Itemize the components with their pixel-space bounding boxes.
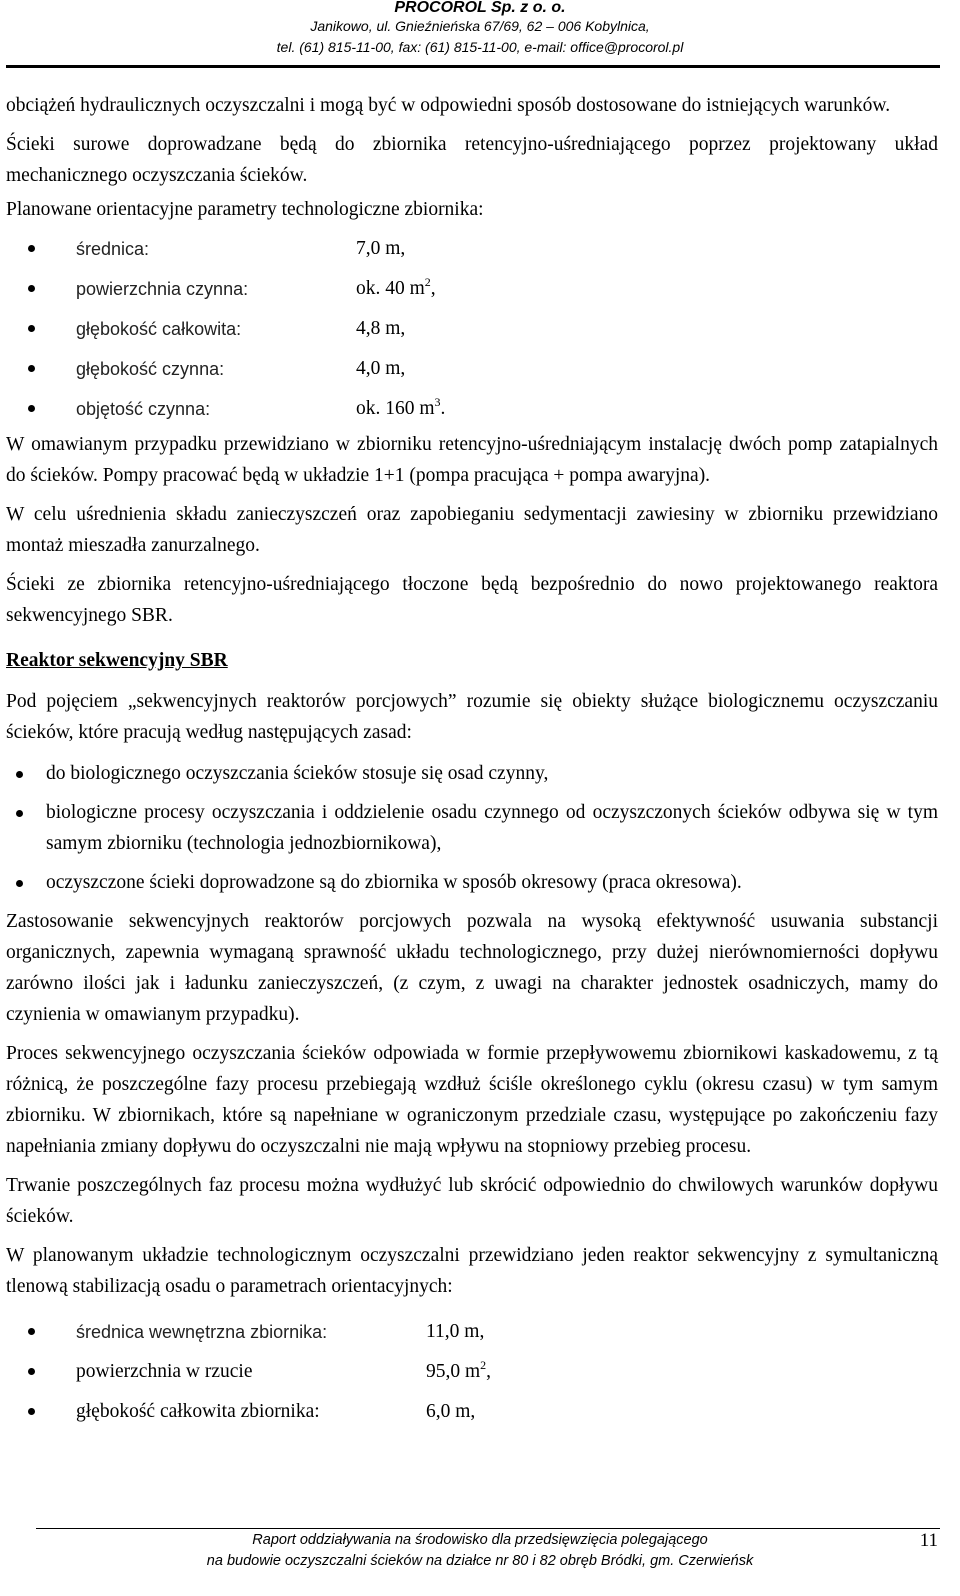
paragraph-1: obciążeń hydraulicznych oczyszczalni i mogą być w odpowiedni sposób dostosowane do istniejących warunków. <box>6 95 891 116</box>
list-item-text: biologiczne procesy oczyszczania i oddzielenie osadu czynnego od oczyszczonych ścieków odbywa się w tym samym zbiorniku (technologia jednozbiornikowa), <box>46 802 938 854</box>
param-value <box>356 309 405 349</box>
param-value-text: 4,0 m, <box>356 358 406 379</box>
list-item-text: oczyszczone ścieki doprowadzone są do zbiornika w sposób okresowy (praca okresowa). <box>46 872 742 893</box>
section-heading: Reaktor sekwencyjny SBR <box>6 650 228 671</box>
paragraph-8: Zastosowanie sekwencyjnych reaktorów porcjowych pozwala na wysoką efektywność usuwania substancji organicznych, zapewnia wymaganą sprawność układu technologicznego, przy dużej nierównomierności dopływu zarówno ilości jak i ładunku zanieczyszczeń, (z czym, z uwagi na charakter jednostek osadniczych, mamy do czynienia w omawianym przypadku). <box>6 911 938 1025</box>
bullet-icon <box>16 880 23 887</box>
bullet-icon <box>28 365 35 372</box>
param-label: średnica wewnętrzna zbiornika: <box>76 1322 328 1342</box>
param-value-text: 95,0 m <box>426 1361 481 1382</box>
param-value-sup: 3 <box>434 395 441 409</box>
param-value-sup: 2 <box>424 275 431 289</box>
paragraph-7: Pod pojęciem „sekwencyjnych reaktorów porcjowych” rozumie się obiekty służące biologicznemu oczyszczaniu ścieków, które pracują według następujących zasad: <box>6 691 938 743</box>
paragraph-4: W omawianym przypadku przewidziano w zbiorniku retencyjno-uśredniającym instalację dwóch pomp zatapialnych do ścieków. Pompy pracować będą w układzie 1+1 (pompa pracująca + pompa awaryjna). <box>6 434 938 486</box>
param-value-sup: 2 <box>480 1358 487 1372</box>
list-item-text: do biologicznego oczyszczania ścieków stosuje się osad czynny, <box>46 763 549 784</box>
bullet-icon <box>28 285 35 292</box>
param-value <box>356 269 436 309</box>
param-value-tail: , <box>486 1361 492 1382</box>
footer-divider <box>36 1528 940 1529</box>
list-item <box>6 269 938 309</box>
paragraph-9: Proces sekwencyjnego oczyszczania ścieków odpowiada w formie przepływowemu zbiornikowi kaskadowemu, z tą różnicą, że poszczególne fazy procesu przebiegają wzdłuż ściśle określonego cyklu (okresu czasu) w tym samym zbiorniku. W zbiornikach, które są napełniane w ograniczonym przedziale czasu, występujące po zakończeniu fazy napełniania zmiany dopływu do oczyszczalni nie mają wpływu na stopniowy przebieg procesu. <box>6 1043 938 1157</box>
param-value-text: ok. 40 m <box>356 278 425 299</box>
param-label: głębokość czynna: <box>76 359 225 379</box>
param-value-text: 7,0 m, <box>356 238 406 259</box>
param-value-tail: , <box>430 278 436 299</box>
list-item <box>6 389 938 429</box>
param-value <box>426 1352 491 1392</box>
param-value <box>356 389 445 429</box>
tank-params-list <box>6 229 938 429</box>
list-item <box>6 1392 938 1432</box>
param-value-text: 6,0 m, <box>426 1401 476 1422</box>
param-value-text: 4,8 m, <box>356 318 406 339</box>
bullet-icon <box>28 1408 35 1415</box>
paragraph-11: W planowanym układzie technologicznym oczyszczalni przewidziano jeden reaktor sekwencyjny z symultaniczną tlenową stabilizacją osadu o parametrach orientacyjnych: <box>6 1245 938 1297</box>
list-item <box>6 309 938 349</box>
bullet-icon <box>28 325 35 332</box>
param-value <box>356 349 405 389</box>
param-value <box>426 1392 475 1432</box>
param-value-tail: . <box>440 398 446 419</box>
param-value <box>356 229 405 269</box>
param-label: powierzchnia w rzucie <box>76 1361 253 1382</box>
reactor-params-list <box>6 1312 938 1432</box>
sbr-rules-list <box>6 758 938 898</box>
bullet-icon <box>16 771 23 778</box>
page-footer <box>0 1530 960 1572</box>
list-item <box>6 1312 938 1352</box>
list-item <box>6 867 938 898</box>
bullet-icon <box>28 245 35 252</box>
paragraph-3: Planowane orientacyjne parametry technologiczne zbiornika: <box>6 199 484 220</box>
param-label: głębokość całkowita zbiornika: <box>76 1401 320 1422</box>
bullet-icon <box>28 1368 35 1375</box>
bullet-icon <box>16 810 23 817</box>
param-value <box>426 1312 484 1352</box>
list-item <box>6 229 938 269</box>
page-number: 11 <box>919 1530 938 1551</box>
param-value-text: 11,0 m, <box>426 1321 485 1342</box>
paragraph-10: Trwanie poszczególnych faz procesu można wydłużyć lub skrócić odpowiednio do chwilowych warunków dopływu ścieków. <box>6 1175 938 1227</box>
param-label: powierzchnia czynna: <box>76 279 249 299</box>
footer-line-1: Raport oddziaływania na środowisko dla przedsięwzięcia polegającego <box>252 1532 708 1548</box>
list-item <box>6 797 938 859</box>
list-item <box>6 758 938 789</box>
list-item <box>6 349 938 389</box>
document-body <box>6 90 938 1432</box>
param-label: średnica: <box>76 239 150 259</box>
bullet-icon <box>28 1328 35 1335</box>
page-header <box>0 0 960 58</box>
list-item <box>6 1352 938 1392</box>
param-value-text: ok. 160 m <box>356 398 435 419</box>
bullet-icon <box>28 405 35 412</box>
param-label: głębokość całkowita: <box>76 319 242 339</box>
paragraph-2: Ścieki surowe doprowadzane będą do zbiornika retencyjno-uśredniającego poprzez projektowany układ mechanicznego oczyszczania ścieków. <box>6 134 938 186</box>
paragraph-6: Ścieki ze zbiornika retencyjno-uśredniającego tłoczone będą bezpośrednio do nowo projektowanego reaktora sekwencyjnego SBR. <box>6 574 938 626</box>
param-label: objętość czynna: <box>76 399 211 419</box>
paragraph-5: W celu uśrednienia składu zanieczyszczeń oraz zapobieganiu sedymentacji zawiesiny w zbiorniku przewidziano montaż mieszadła zanurzalnego. <box>6 504 938 556</box>
header-divider <box>6 65 940 68</box>
company-name: PROCOROL Sp. z o. o. <box>394 0 566 16</box>
company-address: Janikowo, ul. Gnieźnieńska 67/69, 62 – 006 Kobylnica, <box>310 18 650 34</box>
footer-line-2: na budowie oczyszczalni ścieków na działce nr 80 i 82 obręb Bródki, gm. Czerwieńsk <box>206 1553 754 1569</box>
company-contact: tel. (61) 815-11-00, fax: (61) 815-11-00, e-mail: office@procorol.pl <box>276 39 684 55</box>
